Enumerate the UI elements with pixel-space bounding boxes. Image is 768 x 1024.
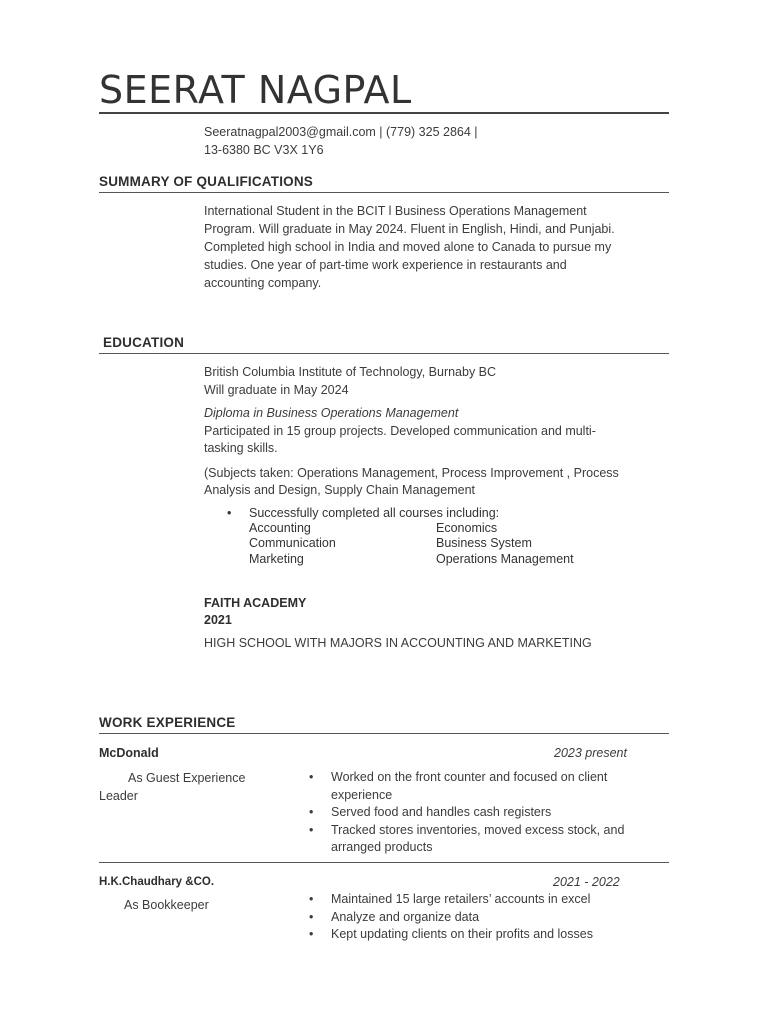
job-dates: 2023 present <box>554 746 627 760</box>
education-heading: EDUCATION <box>103 335 185 350</box>
academy-name: FAITH ACADEMY <box>204 596 307 610</box>
course-item: Business System <box>436 536 532 550</box>
bullet-text: experience <box>331 787 393 802</box>
summary-heading: SUMMARY OF QUALIFICATIONS <box>99 174 313 189</box>
academy-year: 2021 <box>204 613 232 627</box>
graduation-date: Will graduate in May 2024 <box>204 383 349 397</box>
job-bullet <box>309 891 649 909</box>
summary-paragraph <box>204 202 615 292</box>
job-company: H.K.Chaudhary &CO. <box>99 876 215 888</box>
bullet-text: Tracked stores inventories, moved excess stock, and <box>331 822 625 837</box>
courses-bullet: • <box>227 506 232 520</box>
name-divider <box>99 112 669 114</box>
bullet-text: Kept updating clients on their profits and losses <box>331 927 593 941</box>
contact-line-2: 13-6380 BC V3X 1Y6 <box>204 143 324 157</box>
job-bullet <box>309 769 649 804</box>
job-role: As Bookkeeper <box>124 898 209 912</box>
job-dates: 2021 - 2022 <box>553 875 620 889</box>
course-item: Operations Management <box>436 552 574 566</box>
bullet-icon: • <box>309 805 314 819</box>
bullet-text: Served food and handles cash registers <box>331 805 552 819</box>
job-role: As Guest Experience <box>128 771 246 785</box>
courses-intro: Successfully completed all courses including: <box>249 506 500 520</box>
job-bullet <box>309 909 649 927</box>
work-divider <box>99 733 669 734</box>
job-bullet <box>309 804 649 822</box>
academy-detail: HIGH SCHOOL WITH MAJORS IN ACCOUNTING AND MARKETING <box>204 636 592 650</box>
summary-line: accounting company. <box>204 276 322 290</box>
subjects-line: Analysis and Design, Supply Chain Management <box>204 483 475 497</box>
bullet-text: arranged products <box>331 840 433 854</box>
education-divider <box>99 353 669 354</box>
job-company: McDonald <box>99 746 159 760</box>
bullet-icon: • <box>309 770 314 784</box>
school-name: British Columbia Institute of Technology, Burnaby BC <box>204 365 497 379</box>
course-item: Communication <box>249 536 336 550</box>
job-role: Leader <box>99 789 138 803</box>
bullet-icon: • <box>309 892 314 906</box>
job-bullet <box>309 822 649 857</box>
bullet-text: Worked on the front counter and focused on client <box>331 770 608 784</box>
summary-line: International Student in the BCIT l Business Operations Management <box>204 204 587 218</box>
course-item: Marketing <box>249 552 304 566</box>
bullet-text: Maintained 15 large retailers’ accounts in excel <box>331 892 591 906</box>
contact-line-1: Seeratnagpal2003@gmail.com | (779) 325 2864 | <box>204 125 478 139</box>
diploma-title: Diploma in Business Operations Management <box>204 406 459 420</box>
course-item: Economics <box>436 521 498 535</box>
job-bullets <box>309 769 649 857</box>
job-divider <box>99 862 669 863</box>
work-heading: WORK EXPERIENCE <box>99 715 236 730</box>
summary-line: Completed high school in India and moved alone to Canada to pursue my <box>204 240 612 254</box>
summary-divider <box>99 192 669 193</box>
course-item: Accounting <box>249 521 311 535</box>
bullet-icon: • <box>309 909 314 924</box>
summary-line: studies. One year of part-time work experience in restaurants and <box>204 258 567 272</box>
bullet-icon: • <box>309 927 314 941</box>
summary-line: Program. Will graduate in May 2024. Fluent in English, Hindi, and Punjabi. <box>204 222 615 236</box>
resume-name: SEERAT NAGPAL <box>99 68 412 112</box>
bullet-icon: • <box>309 822 314 837</box>
job-bullet <box>309 926 649 944</box>
participated-line: tasking skills. <box>204 441 278 455</box>
bullet-text: Analyze and organize data <box>331 909 480 924</box>
subjects-line: (Subjects taken: Operations Management, Process Improvement , Process <box>204 466 619 480</box>
job-bullets <box>309 891 649 944</box>
participated-line: Participated in 15 group projects. Developed communication and multi- <box>204 424 596 438</box>
